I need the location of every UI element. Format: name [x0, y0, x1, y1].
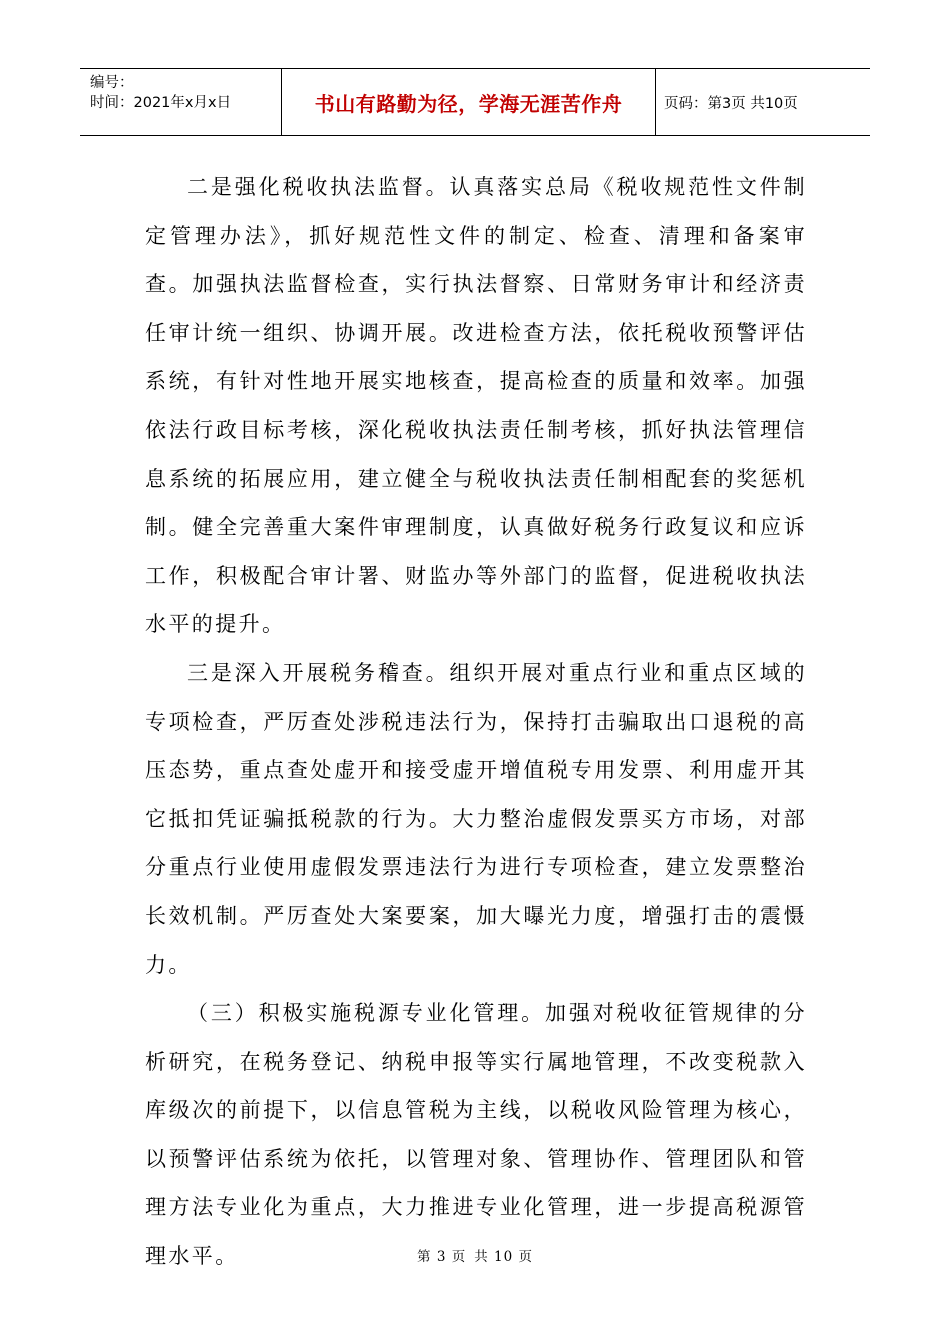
page-footer: [0, 1245, 950, 1265]
document-body: [145, 163, 807, 1281]
paragraph-tax-source-management: （三）积极实施税源专业化管理。加强对税收征管规律的分析研究，在税务登记、纳税申报等实行属地管理，不改变税款入库级次的前提下，以信息管税为主线，以税收风险管理为核心，以预警评估系统为依托，以管理对象、管理协作、管理团队和管理方法专业化为重点，大力推进专业化管理，进一步提高税源管理水平。: [145, 1001, 807, 1269]
page-header: [80, 68, 870, 136]
header-page-info: 页码：第3页 共10页: [664, 95, 798, 112]
header-meta: [80, 69, 282, 135]
footer-page-current: 第 3 页: [417, 1249, 467, 1265]
document-date: 时间：2021年x月x日: [90, 95, 232, 111]
footer-page-total: 共 10 页: [474, 1249, 533, 1265]
header-motto: 书山有路勤为径，学海无涯苦作舟: [282, 69, 656, 135]
document-number-label: 编号：: [90, 75, 134, 91]
paragraph-tax-inspection: 三是深入开展税务稽查。组织开展对重点行业和重点区域的专项检查，严厉查处涉税违法行为，保持打击骗取出口退税的高压态势，重点查处虚开和接受虚开增值税专用发票、利用虚开其它抵扣凭证骗抵税款的行为。大力整治虚假发票买方市场，对部分重点行业使用虚假发票违法行为进行专项检查，建立发票整治长效机制。严厉查处大案要案，加大曝光力度，增强打击的震慑力。: [145, 660, 807, 977]
paragraph-enforcement-supervision: 二是强化税收执法监督。认真落实总局《税收规范性文件制定管理办法》，抓好规范性文件的制定、检查、清理和备案审查。加强执法监督检查，实行执法督察、日常财务审计和经济责任审计统一组织、协调开展。改进检查方法，依托税收预警评估系统，有针对性地开展实地核查，提高检查的质量和效率。加强依法行政目标考核，深化税收执法责任制考核，抓好执法管理信息系统的拓展应用，建立健全与税收执法责任制相配套的奖惩机制。健全完善重大案件审理制度，认真做好税务行政复议和应诉工作，积极配合审计署、财监办等外部门的监督，促进税收执法水平的提升。: [145, 175, 807, 637]
